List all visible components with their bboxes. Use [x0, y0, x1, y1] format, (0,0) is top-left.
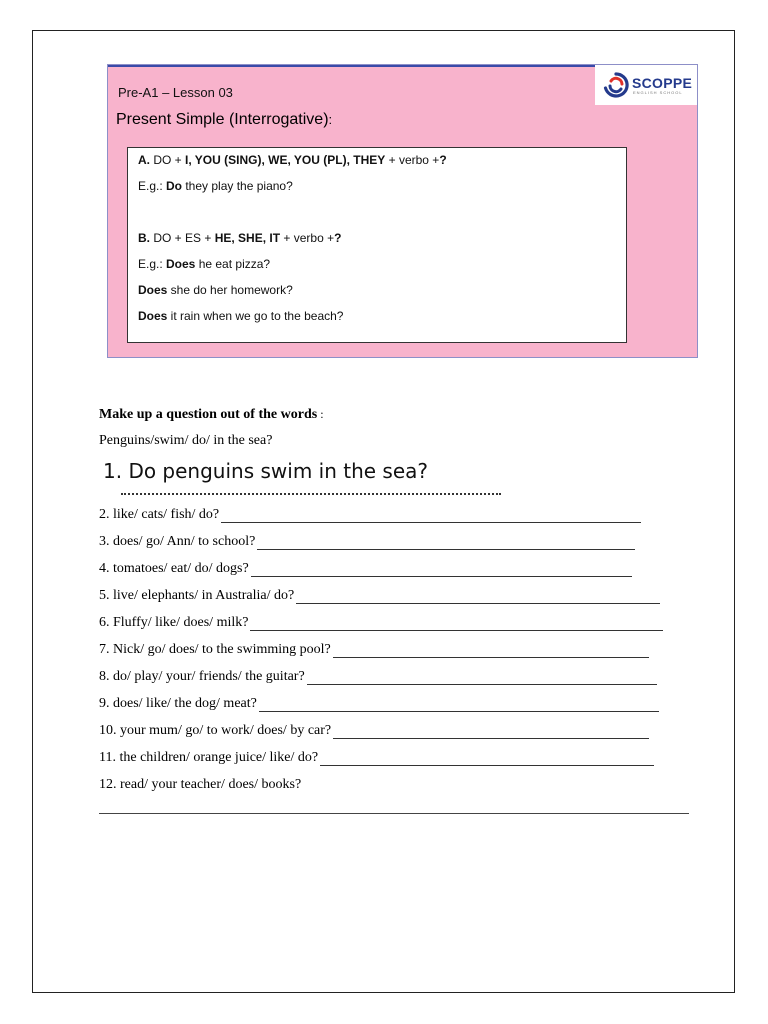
question-text: 3. does/ go/ Ann/ to school?	[99, 534, 256, 549]
school-logo	[595, 65, 697, 105]
rule-b-eg3-bold: Does	[138, 309, 168, 323]
rule-b-eg2-rest: she do her homework?	[167, 283, 293, 297]
rule-b-eg3-rest: it rain when we go to the beach?	[167, 309, 344, 323]
answer-blank[interactable]	[250, 618, 663, 631]
rule-b-eg1-bold: Does	[166, 257, 196, 271]
answer-blank[interactable]	[251, 564, 632, 577]
rule-a-formula	[138, 153, 447, 167]
question-5	[99, 588, 660, 604]
question-10	[99, 723, 649, 739]
question-text: 8. do/ play/ your/ friends/ the guitar?	[99, 669, 305, 684]
rule-b-example-1	[138, 257, 270, 271]
rule-b-example-2	[138, 283, 293, 297]
answer-blank[interactable]	[259, 699, 659, 712]
answer-blank[interactable]	[320, 753, 654, 766]
question-11	[99, 750, 654, 766]
rule-a-eg-prefix: E.g.:	[138, 179, 167, 193]
rule-a-pronouns: I, YOU (SING), WE, YOU (PL), THEY	[185, 153, 386, 167]
question-text: 2. like/ cats/ fish/ do?	[99, 507, 220, 522]
answer-blank[interactable]	[296, 591, 660, 604]
answer-blank[interactable]	[333, 645, 649, 658]
question-text: 9. does/ like/ the dog/ meat?	[99, 696, 257, 711]
question-8	[99, 669, 657, 685]
rule-b-question-mark: ?	[334, 231, 342, 245]
answer-blank[interactable]	[307, 672, 657, 685]
question-4	[99, 561, 632, 577]
answer-blank[interactable]	[221, 510, 641, 523]
lesson-title-text: Present Simple (Interrogative)	[116, 111, 329, 128]
rule-a-label: A.	[138, 153, 150, 167]
question-text: 7. Nick/ go/ does/ to the swimming pool?	[99, 642, 331, 657]
rule-b-label: B.	[138, 231, 150, 245]
rule-a-eg-rest: they play the piano?	[182, 179, 293, 193]
rule-a-example	[138, 179, 293, 193]
question-2	[99, 507, 641, 523]
question-9	[99, 696, 659, 712]
lesson-title	[116, 111, 332, 129]
example-answer-dotted-line	[121, 493, 501, 495]
example-prompt: Penguins/swim/ do/ in the sea?	[99, 433, 273, 448]
rule-b-pronouns: HE, SHE, IT	[214, 231, 281, 245]
question-6	[99, 615, 663, 631]
grammar-rules-box	[127, 147, 627, 343]
rule-b-eg1-rest: he eat pizza?	[195, 257, 271, 271]
rule-a-formula-part2: + verbo +	[385, 153, 440, 167]
question-text: 6. Fluffy/ like/ does/ milk?	[99, 615, 249, 630]
logo-wordmark: SCOPPE	[632, 74, 693, 91]
rule-b-formula-part1: DO + ES +	[150, 231, 215, 245]
rule-b-formula-part2: + verbo +	[280, 231, 335, 245]
logo-text	[632, 76, 692, 95]
rule-a-formula-part1: DO +	[150, 153, 186, 167]
rule-b-formula	[138, 231, 341, 245]
lesson-label: Pre-A1 – Lesson 03	[118, 85, 233, 100]
answer-blank-12[interactable]	[99, 813, 689, 814]
question-7	[99, 642, 649, 658]
scoppe-swirl-icon	[603, 72, 629, 98]
answer-blank[interactable]	[333, 726, 649, 739]
rule-b-eg2-bold: Does	[138, 283, 168, 297]
question-12	[99, 777, 301, 793]
rule-b-eg-prefix: E.g.:	[138, 257, 167, 271]
question-text: 10. your mum/ go/ to work/ does/ by car?	[99, 723, 332, 738]
answer-blank[interactable]	[257, 537, 635, 550]
lesson-header	[107, 64, 698, 358]
question-text: 11. the children/ orange juice/ like/ do?	[99, 750, 319, 765]
lesson-title-colon: :	[328, 112, 333, 127]
rule-a-eg-bold: Do	[166, 179, 183, 193]
worksheet-page	[32, 30, 735, 993]
example-answer-handwriting: 1. Do penguins swim in the sea?	[103, 459, 429, 483]
rule-a-question-mark: ?	[439, 153, 447, 167]
rule-b-example-3	[138, 309, 343, 323]
exercise-title-colon: :	[317, 407, 324, 421]
logo-subtext: ENGLISH SCHOOL	[633, 89, 683, 95]
question-3	[99, 534, 635, 550]
question-text: 5. live/ elephants/ in Australia/ do?	[99, 588, 295, 603]
exercise-title-text: Make up a question out of the words	[99, 407, 318, 422]
exercise-title	[99, 407, 324, 423]
question-text: 4. tomatoes/ eat/ do/ dogs?	[99, 561, 249, 576]
question-text: 12. read/ your teacher/ does/ books?	[99, 777, 302, 792]
